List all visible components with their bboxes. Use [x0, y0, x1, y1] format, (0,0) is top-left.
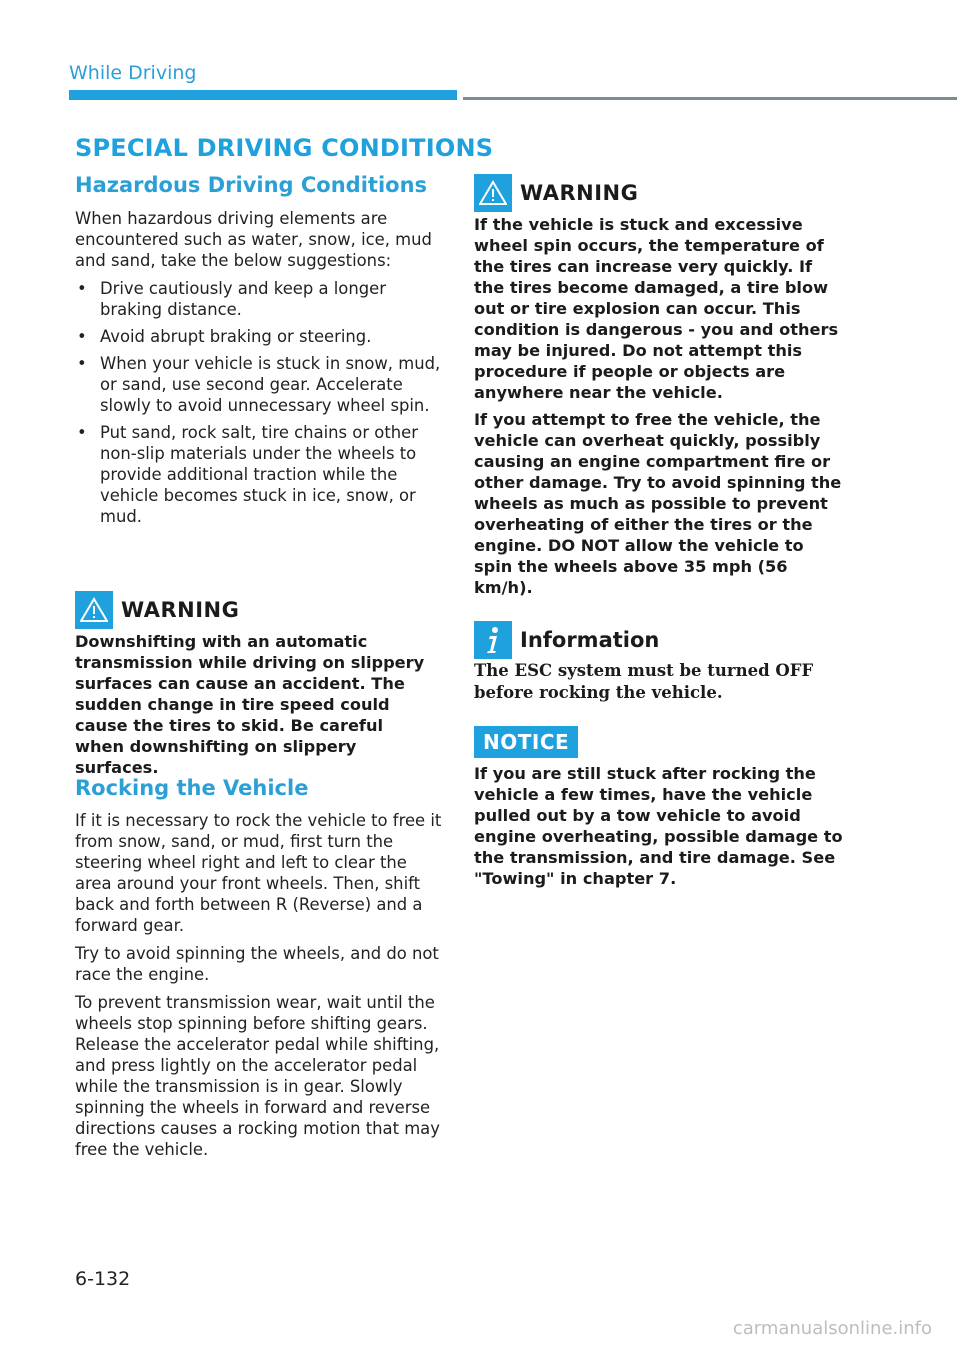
hazardous-body: [75, 208, 445, 533]
info-i-icon: [474, 621, 512, 659]
warning-triangle-icon: [474, 174, 512, 212]
notice-text: If you are still stuck after rocking the vehicle a few times, have the vehicle pulled out by a tow vehicle to avoid engine overheating, possible damage to the transmission, and tire damage. See "Towing" in chapter 7.: [474, 764, 843, 888]
warning-left-header: [75, 591, 239, 629]
warning-label: WARNING: [520, 181, 639, 205]
list-item: • Avoid abrupt braking or steering.: [75, 326, 445, 347]
hazardous-intro: When hazardous driving elements are encountered such as water, snow, ice, mud and sand, take the below suggestions:: [75, 209, 432, 270]
header-rule-accent: [69, 90, 457, 100]
warning-paragraph: If the vehicle is stuck and excessive wheel spin occurs, the temperature of the tires can increase very quickly. If the tires become damaged, a tire blow out or tire explosion can occur. This condition is dangerous - you and others may be injured. Do not attempt this procedure if people or objects are anywhere near the vehicle.: [474, 215, 839, 402]
section-title: SPECIAL DRIVING CONDITIONS: [75, 134, 494, 162]
rocking-paragraph: To prevent transmission wear, wait until the wheels stop spinning before shifting gears. Release the accelerator pedal while shifting, and press lightly on the accelerator pedal while the transmission is in gear. Slowly spinning the wheels in forward and reverse directions causes a rocking motion that may free the vehicle.: [75, 993, 440, 1159]
watermark: carmanualsonline.info: [732, 1318, 932, 1339]
information-label: Information: [520, 628, 660, 652]
information-text: The ESC system must be turned OFF before rocking the vehicle.: [474, 661, 814, 702]
hazardous-heading: Hazardous Driving Conditions: [75, 173, 428, 197]
warning-right-text: [474, 214, 842, 604]
warning-left-text: Downshifting with an automatic transmission while driving on slippery surfaces can cause an accident. The sudden change in tire speed could cause the tires to skid. Be careful when downshifting on slippery surfaces.: [75, 632, 425, 777]
list-item: • When your vehicle is stuck in snow, mud, or sand, use second gear. Accelerate slowly to avoid unnecessary wheel spin.: [75, 353, 445, 416]
rocking-heading: Rocking the Vehicle: [75, 776, 309, 800]
information-header: [474, 621, 659, 659]
warning-paragraph: If you attempt to free the vehicle, the vehicle can overheat quickly, possibly causing an engine compartment fire or other damage. Try to avoid spinning the wheels as much as possible to prevent overheating of either the tires or the engine. DO NOT allow the vehicle to spin the wheels above 35 mph (56 km/h).: [474, 410, 842, 597]
list-item: • Drive cautiously and keep a longer braking distance.: [75, 278, 445, 320]
page-number: 6-132: [75, 1268, 131, 1290]
warning-triangle-icon: [75, 591, 113, 629]
rocking-paragraph: Try to avoid spinning the wheels, and do not race the engine.: [75, 944, 439, 984]
rocking-paragraph: If it is necessary to rock the vehicle to free it from snow, sand, or mud, first turn the steering wheel right and left to clear the area around your front wheels. Then, shift back and forth between R (Reverse) and a forward gear.: [75, 811, 442, 935]
warning-right-header: [474, 174, 638, 212]
notice-badge: NOTICE: [474, 726, 578, 758]
header-rule-gray: [463, 97, 957, 100]
list-item: • Put sand, rock salt, tire chains or other non-slip materials under the wheels to provide additional traction while the vehicle becomes stuck in ice, snow, or mud.: [75, 422, 445, 527]
warning-label: WARNING: [121, 598, 240, 622]
hazardous-bullet-list: [75, 278, 445, 527]
running-header: While Driving: [69, 62, 197, 84]
rocking-body: [75, 810, 445, 1167]
